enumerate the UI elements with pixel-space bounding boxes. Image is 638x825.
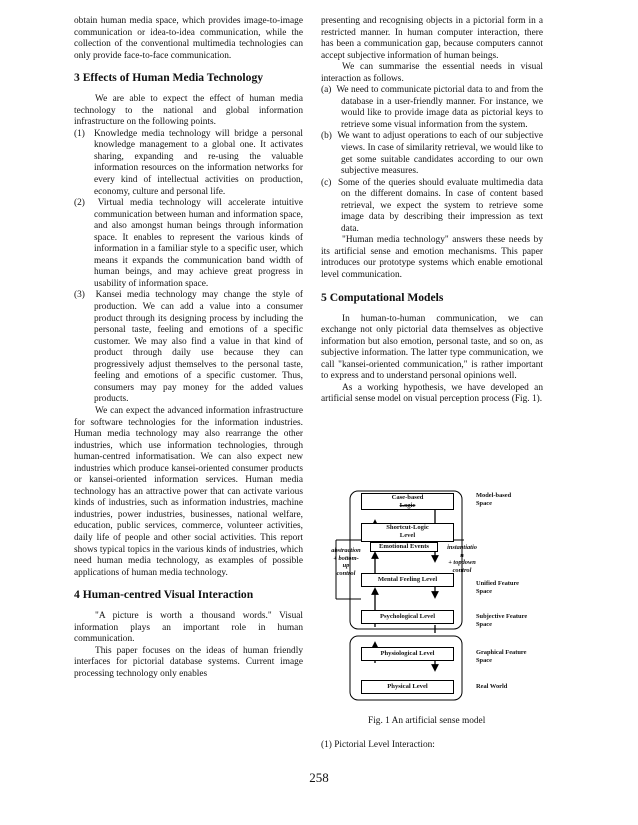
label-line: Space	[476, 499, 492, 507]
label-line: Space	[476, 587, 492, 595]
list-number: (c)	[321, 177, 332, 188]
label-line: Unified Feature	[476, 580, 520, 587]
box-label: Physical Level	[387, 683, 428, 690]
box-label: Logic	[399, 502, 416, 509]
section-5-heading: 5 Computational Models	[321, 290, 444, 304]
paragraph: As a working hypothesis, we have developed an artificial sense model on visual perception process (Fig. 1).	[321, 382, 543, 405]
label-line: Space	[476, 620, 492, 628]
label-line: Model-based	[476, 492, 512, 499]
box-label: Shortcut-Logic	[386, 524, 429, 531]
list-text: Some of the queries should evaluate multimedia data on the different domains. In case of content based retrieval, we expect the system to retrieve some image data by describing their impression as text data.	[338, 177, 544, 234]
list-item	[74, 198, 303, 290]
label-line: Subjective Feature	[476, 613, 528, 620]
model-based-space-label	[476, 492, 511, 507]
list-text: Knowledge media technology will bridge a personal knowledge management to a global one. It activates sharing, expanding and re-using the valuable information resources on the information networks for every kind of intellectual activities on production, economy, culture and personal life.	[94, 128, 303, 197]
paragraph: We can expect the advanced information infrastructure for software technologies for the information industries. Human media technology may also rearrange the other industries, which use information technologies, through human-centred informatisation. We can also expect new industries which produce kansei-oriented consumer products or kansei-oriented information services. Human media technology has an attractive power that can activate various kinds of industries, such as information industries, machine industries, power industries, businesses, national welfare, education, public services, commerce, volunteer activities, daily life of people and other social activities. This report shows typical topics in the various kinds of industries, which need human media technology, as examples of possible applications of human media technology.	[74, 405, 303, 578]
shortcut-logic-box	[361, 523, 454, 542]
figure-artificial-sense-model	[324, 487, 546, 702]
list-item	[74, 129, 303, 198]
list-text: Kansei media technology may change the style of production. We can add a value into a consumer product through its designing process by including the personal taste, feeling and emotions of a specific customer. We may also find a value in that kind of product through daily use because they can progressively adjust themselves to the personal taste, feeling and emotions of a specific customer. Thus, consumers may pay money for the added values products.	[94, 290, 303, 405]
mental-feeling-level-box	[361, 573, 454, 587]
unified-feature-space-label	[476, 580, 519, 595]
instantiation-label	[440, 544, 484, 574]
box-label: Physiological Level	[380, 650, 435, 657]
label-line: + bottom-	[333, 554, 359, 562]
physiological-level-box	[361, 647, 454, 661]
list-number: (2)	[74, 198, 85, 209]
box-label: Case-based	[391, 494, 424, 501]
paragraph: obtain human media space, which provides image-to-image communication or idea-to-idea communication, while the collection of the conventional multimedia technologies can only provide face-to-face communication.	[74, 16, 303, 61]
list-number: (3)	[74, 290, 85, 301]
label-line: Graphical Feature	[476, 649, 527, 656]
case-based-logic-box	[361, 493, 454, 510]
list-text: We want to adjust operations to each of our subjective views. In case of similarity retrieval, we would like to get some suitable candidates according to our own subjective measures.	[337, 131, 543, 177]
label-line: abstraction	[331, 547, 361, 554]
paragraph: We can summarise the essential needs in visual interaction as follows.	[321, 62, 543, 84]
paragraph: presenting and recognising objects in a pictorial form in a restricted manner. In human computer interaction, there has been a communication gap, because computers cannot accept subjective information of human beings.	[321, 16, 543, 61]
box-label: Emotional Events	[378, 543, 429, 550]
box-label: Mental Feeling Level	[377, 576, 438, 583]
figure-caption: Fig. 1 An artificial sense model	[368, 716, 486, 726]
list-item: (1) Pictorial Level Interaction:	[321, 740, 435, 750]
list-item	[321, 178, 543, 236]
paragraph: In human-to-human communication, we can exchange not only pictorial data themselves as objective information but also emotion, personal taste, and so on, as subjective information. The latter type communication, we call "kansei-oriented communication," is rather important to express and to understand personal opinions well.	[321, 313, 543, 382]
label-line: control	[336, 569, 356, 577]
label-line: + topdown	[448, 559, 476, 567]
list-number: (a)	[321, 85, 332, 96]
paragraph: We are able to expect the effect of human media technology to the national and global information infrastructure on the following points.	[74, 94, 303, 128]
abstraction-label	[324, 547, 368, 577]
right-column	[321, 16, 543, 406]
list-item	[321, 131, 543, 177]
list-text: We need to communicate pictorial data to and from the database in a user-friendly manner. For instance, we would like to provide image data as pictorial keys to retrieve some visual information from the system.	[336, 85, 544, 130]
section-3-heading: 3 Effects of Human Media Technology	[74, 71, 264, 85]
physical-level-box	[361, 680, 454, 694]
list-number: (b)	[321, 131, 332, 142]
section-4-heading: 4 Human-centred Visual Interaction	[74, 588, 254, 602]
paragraph: "Human media technology" answers these needs by its artificial sense and emotion mechanisms. This paper introduces our prototype systems which enable emotional level communication.	[321, 235, 543, 281]
box-label: Level	[399, 532, 416, 539]
real-world-label	[476, 683, 507, 691]
list-item	[321, 85, 543, 131]
list-text: Virtual media technology will accelerate intuitive communication between human and information space, and also amongst human beings through information space. It enables to represent the various kinds of information in a familiar style to a specific user, which means it expands the communication band width of human beings, and may achieve great progress in usability of information space.	[94, 198, 303, 289]
label-line: instantiatio	[447, 544, 477, 551]
page-number: 258	[309, 770, 329, 785]
graphical-feature-space-label	[476, 649, 526, 664]
emotional-events-box	[370, 542, 438, 552]
list-item	[74, 290, 303, 405]
label-line: n	[460, 551, 464, 559]
box-label: Psychological Level	[379, 613, 436, 620]
label-line: Space	[476, 656, 492, 664]
list-number: (1)	[74, 128, 85, 139]
label-line: Real World	[476, 683, 508, 690]
paragraph: This paper focuses on the ideas of human friendly interfaces for pictorial database systems. Current image processing technology only enables	[74, 645, 303, 679]
left-column	[74, 16, 303, 680]
label-line: control	[452, 566, 472, 574]
subjective-feature-space-label	[476, 613, 527, 628]
label-line: up	[342, 562, 350, 570]
psychological-level-box	[361, 610, 454, 624]
paragraph: "A picture is worth a thousand words." Visual information plays an important role in human communication.	[74, 611, 303, 645]
